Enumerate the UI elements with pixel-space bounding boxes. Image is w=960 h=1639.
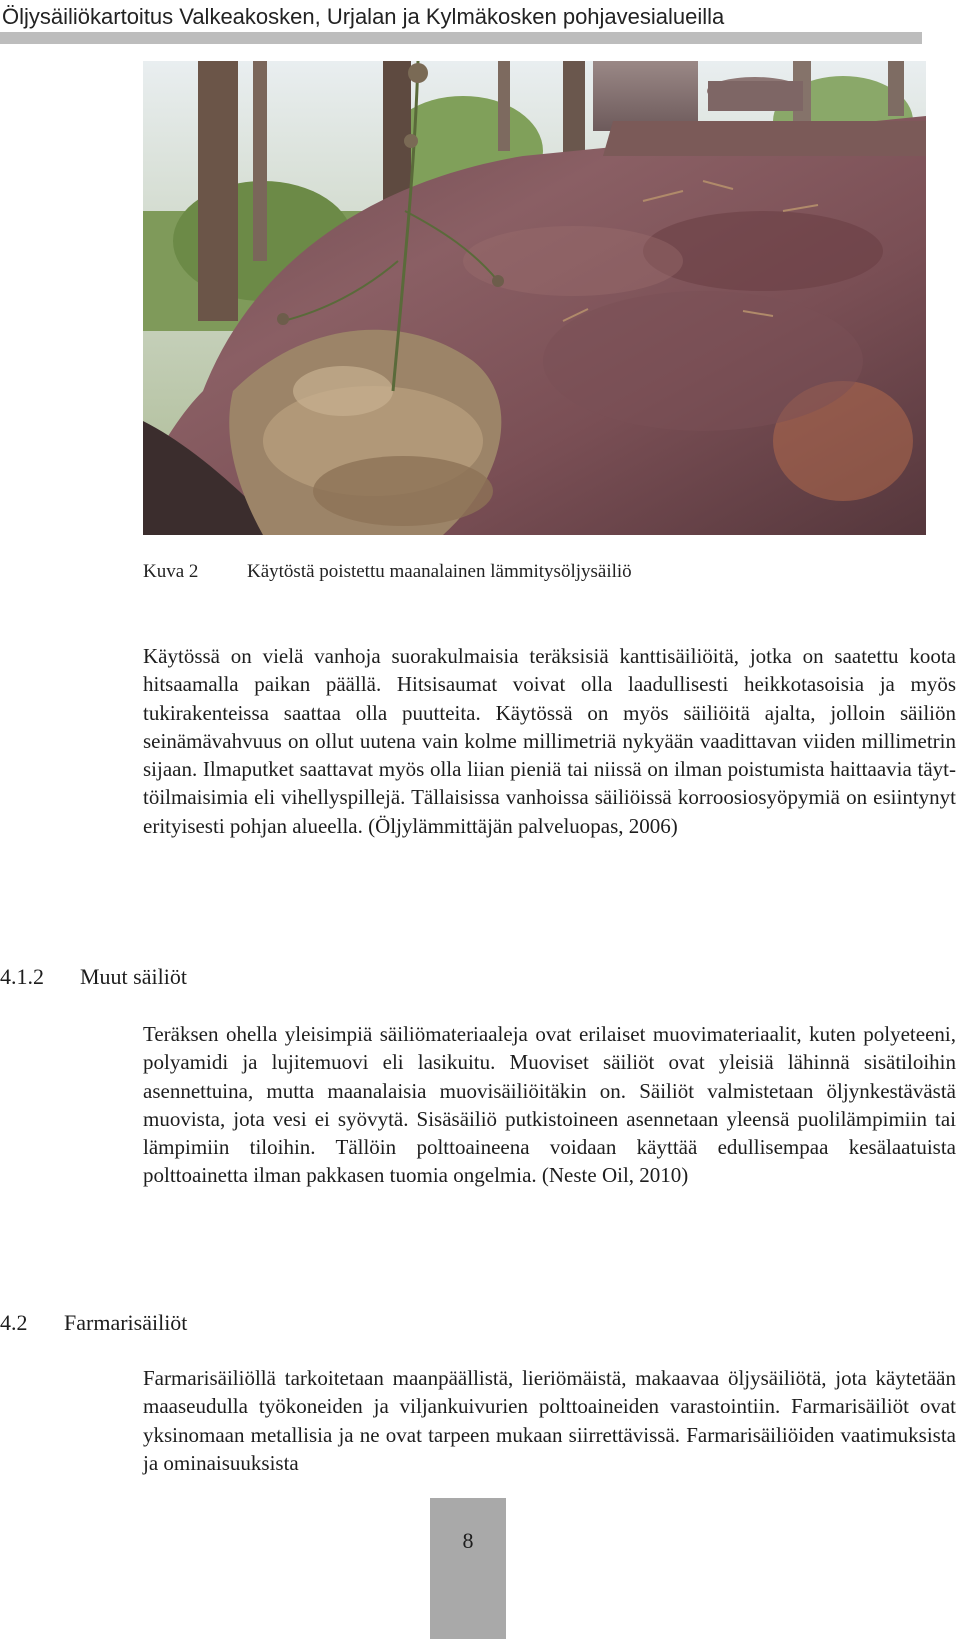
running-header-title: Öljysäiliökartoitus Valkeakosken, Urjalan ja Kylmäkosken pohjavesialueilla [2,4,725,29]
section-title-muut-sailiot: Muut säiliöt [80,964,187,989]
paragraph-farmarisailiot: Farmarisäiliöllä tarkoitetaan maanpäällistä, lieriömäistä, makaavaa öljysäiliötä, jota käytetään maaseudulla työkoneiden ja viljankuivurien polttoaineiden varastointiin. Farmarisäiliöt ovat yksinomaan metallisia ja ne ovat tarpeen mukaan siirrettävissä. Farmarisäiliöiden vaatimuksista ja ominaisuuksista [143,1366,956,1475]
section-number-4-2: 4.2 [0,1310,28,1335]
page-number-box [430,1498,506,1639]
paragraph-muut-sailiot: Teräksen ohella yleisimpiä säiliömateriaaleja ovat erilaiset muovimateriaalit, kuten polyeteeni, polyamidi ja lujitemuovi eli lasikuitu. Muoviset säiliöt ovat yleisiä lähinnä sisätiloihin asennettuina, mutta maanalaisia muovisäiliöitäkin on. Säiliöt valmistetaan öljynkestävästä muovista, jota vesi ei syövytä. Sisäsäiliö putkistoineen asennetaan yleensä puolilämpimiin tai lämpimiin tiloihin. Tällöin polttoaineena voidaan käyttää edullisempaa kesälaatuista polttoainetta ilman pakkasen tuomia ongelmia. (Neste Oil, 2010) [143,1022,956,1188]
paragraph-kanttisailiot: Käytössä on vielä vanhoja suorakulmaisia teräksisiä kanttisäiliöitä, jotka on saatettu koota hitsaamalla paikan päällä. Hitsisaumat voivat olla laadullisesti heikkotasoisia ja myös tukirakenteissa saattaa olla puutteita. Käytössä on myös säiliöitä ajalta, jolloin säiliön seinämävahvuus on ollut uutena vain kolme millimetriä nykyään vaadittavan viiden millimetrin sijaan. Ilmaputket saattavat myös olla liian pieniä tai niissä on ilman poistumista haittaavia täyttöilmaisimia eli vihellyspillejä. Tällaisissa vanhoissa säiliöissä korroosiosyöpymiä on esiintynyt erityisesti pohjan alueella. (Öljylämmittäjän palveluopas, 2006) [143,644,956,838]
figure-photo-rusted-tank [143,61,926,535]
header-rule [0,32,922,44]
page-number: 8 [462,1528,474,1553]
figure-caption: Käytöstä poistettu maanalainen lämmitysöljysäiliö [247,561,632,582]
figure-label: Kuva 2 [143,561,199,582]
section-title-farmarisailiot: Farmarisäiliöt [64,1310,188,1335]
section-number-4-1-2: 4.1.2 [0,964,44,989]
